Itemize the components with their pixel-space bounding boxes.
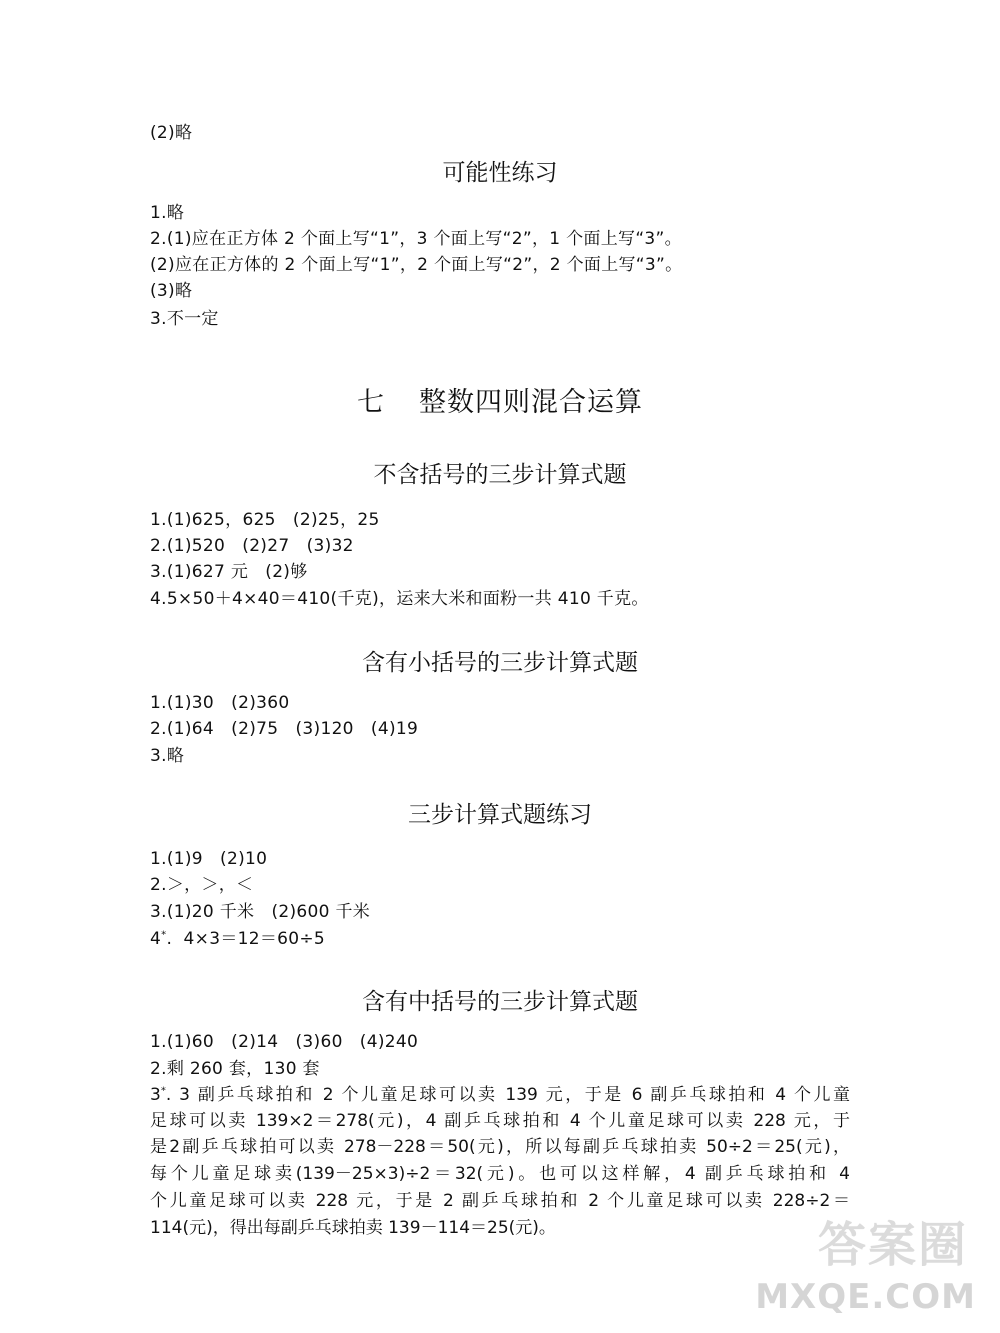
answer-line: (2)应在正方体的 2 个面上写“1”，2 个面上写“2”，2 个面上写“3”。 xyxy=(150,255,683,275)
answer-line: 4.5×50＋4×40＝410(千克)，运来大米和面粉一共 410 千克。 xyxy=(150,589,649,609)
paragraph-line: 114(元)，得出每副乒乓球拍卖 139－114＝25(元)。 xyxy=(150,1218,556,1238)
watermark xyxy=(755,1213,986,1323)
answer-line: 1.略 xyxy=(150,203,185,223)
star-mark: * xyxy=(161,929,167,941)
answer-line: (3)略 xyxy=(150,281,193,301)
answer-line: 1.(1)9 (2)10 xyxy=(150,849,268,869)
chapter-number: 七 xyxy=(357,387,385,418)
answer-line: 2.(1)应在正方体 2 个面上写“1”，3 个面上写“2”，1 个面上写“3”。 xyxy=(150,229,682,249)
section-title: 含有中括号的三步计算式题 xyxy=(362,989,638,1015)
answer-line: 3.略 xyxy=(150,746,185,766)
section-title: 三步计算式题练习 xyxy=(408,802,592,828)
answer-line: 3.不一定 xyxy=(150,309,219,329)
paragraph-line: 3*. 3 副乒乓球拍和 2 个儿童足球可以卖 139 元，于是 6 副乒乓球拍和 4 个儿童 xyxy=(150,1085,850,1105)
answer-line: 2.＞，＞，＜ xyxy=(150,875,254,895)
answer-line: (2)略 xyxy=(150,123,193,143)
chapter-title xyxy=(0,386,1000,420)
section-title: 含有小括号的三步计算式题 xyxy=(362,650,638,676)
watermark-url: MXQE.COM xyxy=(755,1277,976,1317)
answer-line: 2.(1)520 (2)27 (3)32 xyxy=(150,536,354,556)
paragraph-line: 个儿童足球可以卖 228 元，于是 2 副乒乓球拍和 2 个儿童足球可以卖 228÷2＝ xyxy=(150,1191,850,1211)
section-title: 可能性练习 xyxy=(442,160,558,186)
chapter-name: 整数四则混合运算 xyxy=(419,387,643,418)
answer-line: 2.(1)64 (2)75 (3)120 (4)19 xyxy=(150,719,419,739)
star-mark: * xyxy=(160,1085,166,1097)
answer-line: 1.(1)30 (2)360 xyxy=(150,693,290,713)
answer-line-starred: 4*. 4×3＝12＝60÷5 xyxy=(150,929,326,949)
paragraph-line: 是2副乒乓球拍可以卖 278－228＝50(元)，所以每副乒乓球拍卖 50÷2＝25(元)， xyxy=(150,1137,850,1157)
watermark-logo: 答案圈 xyxy=(817,1217,968,1273)
section-title: 不含括号的三步计算式题 xyxy=(373,462,627,488)
answer-line: 1.(1)625，625 (2)25，25 xyxy=(150,510,380,530)
answer-line: 2.剩 260 套，130 套 xyxy=(150,1059,320,1079)
answer-line: 1.(1)60 (2)14 (3)60 (4)240 xyxy=(150,1032,419,1052)
answer-line: 3.(1)627 元 (2)够 xyxy=(150,562,308,582)
paragraph-line: 足球可以卖 139×2＝278(元)，4 副乒乓球拍和 4 个儿童足球可以卖 228 元，于 xyxy=(150,1111,850,1131)
paragraph-line: 每个儿童足球卖(139－25×3)÷2＝32(元)。也可以这样解，4 副乒乓球拍和 4 xyxy=(150,1164,850,1184)
answer-line: 3.(1)20 千米 (2)600 千米 xyxy=(150,902,371,922)
